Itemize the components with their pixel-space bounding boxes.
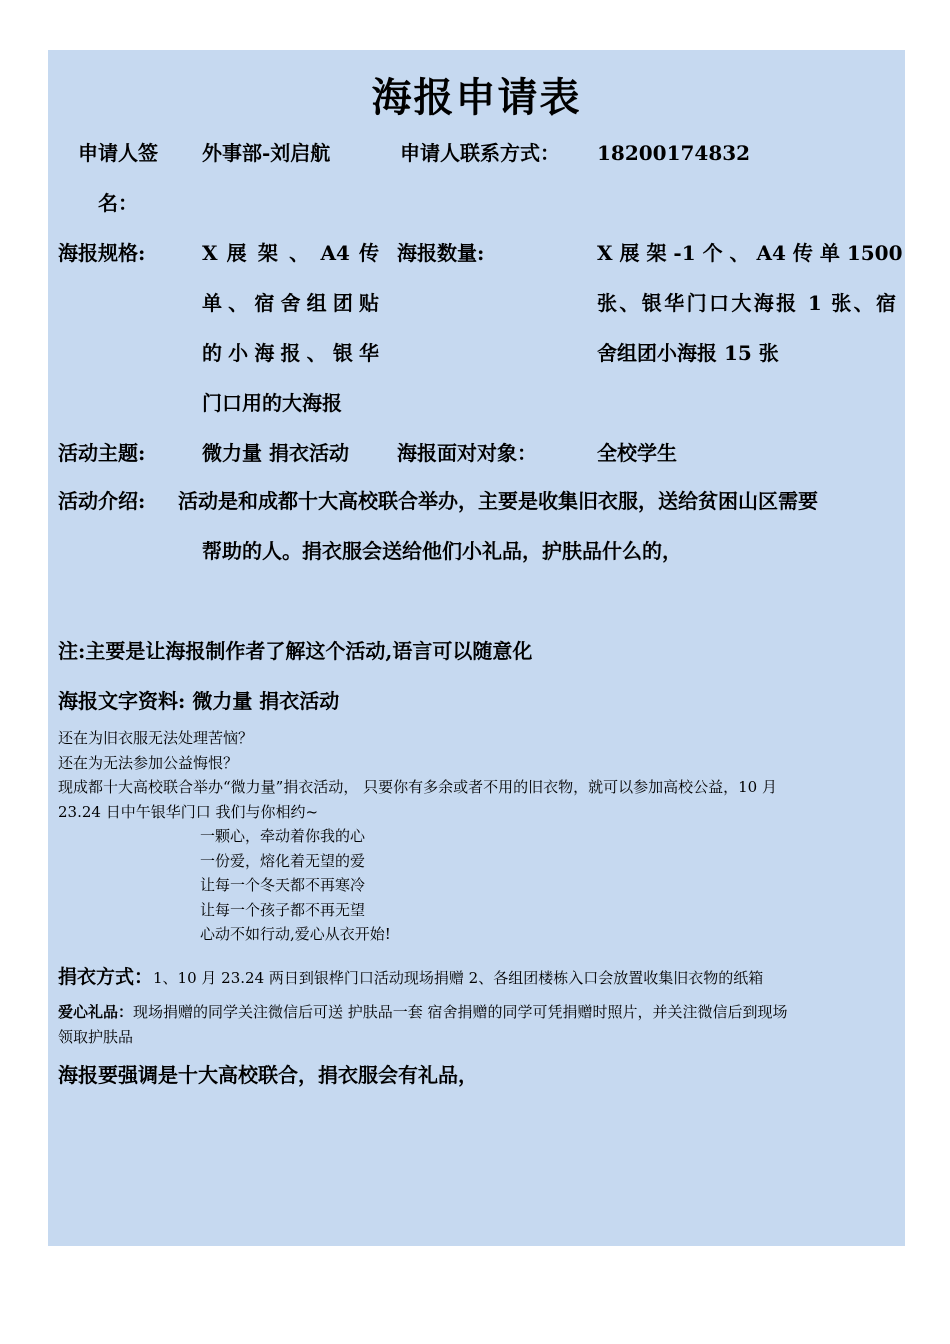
gift-label: 爱心礼品：: [58, 1003, 134, 1021]
donation-row: [58, 962, 763, 993]
donation-label: 捐衣方式：: [58, 966, 154, 988]
emphasis-text: 海报要强调是十大高校联合，捐衣服会有礼品，: [58, 1063, 478, 1087]
applicant-value: 外事部-刘启航: [202, 141, 331, 165]
audience-label: 海报面对对象：: [397, 441, 537, 465]
quantity-line: X 展 架 -1 个 、 A4 传 单 1500: [597, 241, 903, 265]
spec-value: [202, 228, 379, 428]
gift-block: [58, 1000, 898, 1049]
spec-line: 门口用的大海报: [202, 391, 342, 415]
poster-text-body: [58, 726, 898, 947]
spec-line: X 展 架 、 A4 传: [202, 241, 379, 265]
note-text: 注:主要是让海报制作者了解这个活动,语言可以随意化: [58, 639, 533, 663]
poster-line: 还在为无法参加公益悔恨？: [58, 753, 239, 772]
poster-text-heading: 海报文字资料: 微力量 捐衣活动: [58, 689, 340, 713]
poster-line: 现成都十大高校联合举办“微力量”捐衣活动， 只要你有多余或者不用的旧衣物，就可以参加高校公益，10 月: [58, 778, 777, 796]
audience-value: 全校学生: [597, 441, 677, 465]
poem-line: 心动不如行动,爱心从衣开始!: [200, 925, 391, 943]
intro-line: 活动是和成都十大高校联合举办，主要是收集旧衣服，送给贫困山区需要: [178, 489, 818, 513]
poem: [58, 824, 898, 947]
intro-label: 活动介绍:: [58, 489, 146, 513]
donation-text: 1、10 月 23.24 两日到银桦门口活动现场捐赠 2、各组团楼栋入口会放置收集旧衣物的纸箱: [153, 969, 764, 987]
poster-line: 还在为旧衣服无法处理苦恼？: [58, 729, 254, 747]
quantity-value: [597, 228, 903, 378]
poem-line: 一颗心，牵动着你我的心: [200, 827, 366, 845]
poem-line: 让每一个冬天都不再寒冷: [200, 876, 366, 894]
form-sheet: [48, 50, 905, 1246]
poem-line: 一份爱，熔化着无望的爱: [200, 851, 366, 870]
spec-line: 的小海报、银华: [202, 341, 379, 365]
poem-line: 让每一个孩子都不再无望: [200, 900, 366, 919]
theme-value: 微力量 捐衣活动: [202, 441, 349, 465]
quantity-line: 张、银华门口大海报 1 张、宿: [597, 291, 896, 315]
contact-label: 申请人联系方式：: [400, 141, 560, 165]
spec-label: 海报规格:: [58, 241, 146, 265]
theme-label: 活动主题:: [58, 441, 146, 465]
quantity-line: 舍组团小海报 15 张: [597, 341, 779, 365]
page-title: 海报申请表: [371, 74, 582, 121]
gift-text-cont: 领取护肤品: [58, 1027, 134, 1046]
applicant-label: 申请人签: [78, 141, 158, 165]
spec-line: 单、宿舍组团贴: [202, 291, 379, 315]
intro-line: 帮助的人。捐衣服会送给他们小礼品，护肤品什么的，: [202, 539, 682, 563]
poster-line: 23.24 日中午银华门口 我们与你相约~: [58, 802, 319, 821]
contact-value: 18200174832: [597, 141, 751, 165]
applicant-label-cont: 名：: [98, 191, 138, 215]
gift-text: 现场捐赠的同学关注微信后可送 护肤品一套 宿舍捐赠的同学可凭捐赠时照片，并关注微信后到现场: [133, 1003, 788, 1021]
quantity-label: 海报数量:: [397, 241, 485, 265]
